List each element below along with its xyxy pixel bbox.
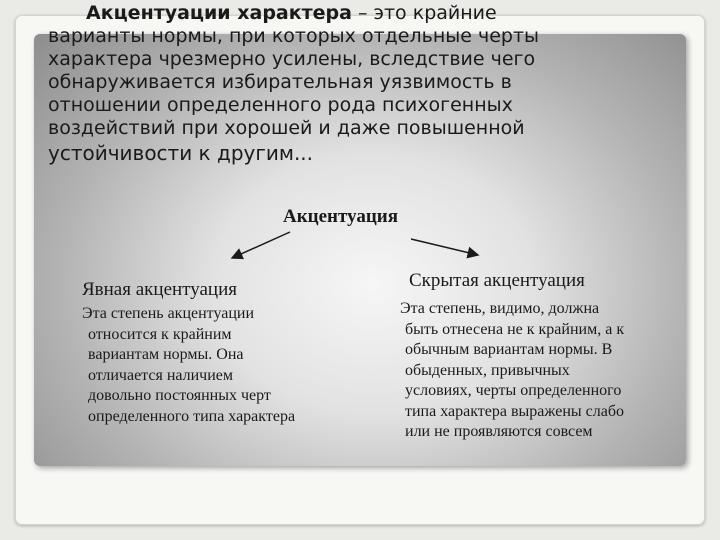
- definition-line-7: устойчивости к другим...: [48, 141, 314, 165]
- arrow-left: [232, 232, 290, 258]
- explicit-accentuation-text: [82, 304, 295, 427]
- hidden-accentuation-text: [400, 299, 624, 443]
- explicit-accentuation-title: Явная акцентуация: [82, 279, 237, 300]
- definition-term: Акцентуации характера: [86, 2, 352, 24]
- explicit-text-line: относится к крайним: [88, 325, 232, 343]
- definition-line-3: характера чрезмерно усилены, вследствие чего: [48, 48, 536, 70]
- definition-line-2: варианты нормы, при которых отдельные черты: [48, 25, 540, 47]
- accentuation-heading: Акцентуация: [283, 206, 399, 227]
- hidden-text-line: обыденных, привычных: [405, 361, 570, 379]
- definition-line-1: – это крайние: [358, 2, 497, 24]
- hidden-text-line: Эта степень, видимо, должна: [400, 300, 600, 317]
- explicit-text-line: вариантам нормы. Она: [88, 346, 244, 363]
- hidden-text-line: или не проявляются совсем: [405, 423, 593, 440]
- explicit-text-line: Эта степень акцентуации: [82, 305, 255, 322]
- arrow-right: [411, 239, 478, 255]
- hidden-text-line: быть отнесена не к крайним, а к: [405, 320, 625, 338]
- definition-line-4: обнаруживается избирательная уязвимость в: [48, 71, 512, 93]
- explicit-text-line: довольно постоянных черт: [88, 387, 271, 404]
- explicit-text-line: определенного типа характера: [88, 407, 296, 425]
- hidden-accentuation-title: Скрытая акцентуация: [409, 270, 585, 291]
- hidden-text-line: обычным вариантам нормы. В: [405, 341, 613, 358]
- explicit-text-line: отличается наличием: [88, 366, 234, 384]
- definition-line-5: отношении определенного рода психогенных: [48, 94, 513, 116]
- hidden-text-line: типа характера выражены слабо: [405, 402, 624, 420]
- hidden-text-line: условиях, черты определенного: [405, 382, 622, 399]
- definition-line-6: воздействий при хорошей и даже повышенной: [48, 117, 525, 139]
